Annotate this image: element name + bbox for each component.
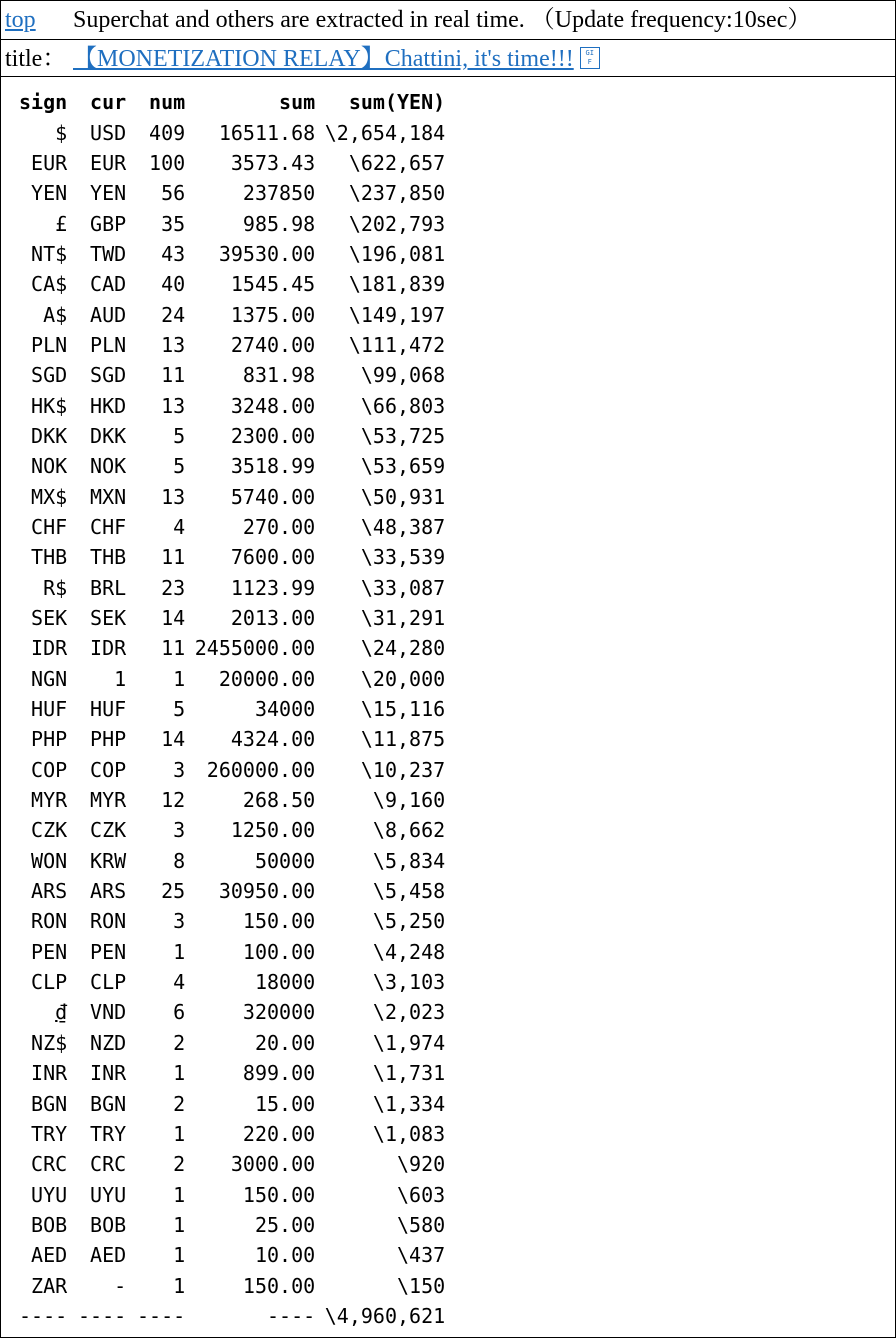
cell-num: 23 [161,575,186,600]
table-row [19,815,445,845]
cell-sign: PEN [31,939,68,964]
cell-num: 4 [173,970,186,995]
cell-sum-yen: \1,974 [372,1030,446,1055]
cell-sign: ₫ [55,1000,68,1025]
cell-sum: 2455000.00 [194,636,316,661]
top-link[interactable]: top [5,7,36,33]
cell-num: 1 [173,1061,186,1086]
cell-sign: AED [31,1243,68,1268]
table-row [19,1088,445,1118]
table-row [19,1058,445,1088]
table-row [19,846,445,876]
cell-num: 11 [161,636,186,661]
header-sum-yen: sum(YEN) [348,90,446,115]
cell-sum-yen: \31,291 [360,606,446,631]
cell-num: 13 [161,484,186,509]
cell-sum-yen: \237,850 [348,181,446,206]
cell-sum-yen: \1,731 [372,1061,446,1086]
cell-sign: INR [31,1061,68,1086]
cell-sum-yen: \196,081 [348,241,446,266]
cell-cur: NZD [90,1030,127,1055]
table-row [19,633,445,663]
cell-cur: NOK [90,454,127,479]
cell-num: 11 [161,363,186,388]
cell-sum-yen: \11,875 [360,727,446,752]
table-body [19,117,445,1300]
cell-sum: 39530.00 [218,241,316,266]
cell-sum-yen: \580 [397,1212,446,1237]
cell-cur: RON [90,909,127,934]
cell-sign: RON [31,909,68,934]
cell-cur: COP [90,757,127,782]
table-row [19,299,445,329]
cell-sum-yen: \181,839 [348,272,446,297]
cell-sign: EUR [31,150,68,175]
cell-sum-yen: \4,248 [372,939,446,964]
cell-cur: INR [90,1061,127,1086]
cell-cur: VND [90,1000,127,1025]
cell-num: 409 [149,120,186,145]
cell-sum: 899.00 [242,1061,316,1086]
cell-sum-yen: \53,659 [360,454,446,479]
cell-sum-yen: \3,103 [372,970,446,995]
cell-cur: MXN [90,484,127,509]
cell-cur: THB [90,545,127,570]
cell-sign: CLP [31,970,68,995]
table-row [19,360,445,390]
cell-sign: ARS [31,879,68,904]
cell-sum: 150.00 [242,909,316,934]
cell-num: 1 [173,939,186,964]
cell-sign: TRY [31,1121,68,1146]
cell-sign: THB [31,545,68,570]
cell-sum: 1375.00 [230,302,316,327]
cell-sum-yen: \150 [397,1273,446,1298]
cell-cur: MYR [90,788,127,813]
table-row [19,451,445,481]
title-bar [1,40,895,77]
cell-sum-yen: \2,654,184 [324,120,446,145]
total-sum: ---- [267,1303,316,1328]
cell-cur: USD [90,120,127,145]
currency-table-container [19,87,445,1331]
table-total-row [19,1301,445,1331]
stream-title-link[interactable] [73,40,600,77]
cell-cur: DKK [90,423,127,448]
cell-num: 5 [173,423,186,448]
cell-sign: MYR [31,788,68,813]
cell-cur: BOB [90,1212,127,1237]
table-row [19,755,445,785]
cell-sum: 20.00 [254,1030,316,1055]
cell-num: 56 [161,181,186,206]
cell-sign: NOK [31,454,68,479]
cell-sum: 15.00 [254,1091,316,1116]
stream-title-text: 【MONETIZATION RELAY】Chattini, it's time!!! [73,46,574,72]
cell-sum-yen: \33,087 [360,575,446,600]
cell-sum-yen: \66,803 [360,393,446,418]
cell-sum: 220.00 [242,1121,316,1146]
cell-sum: 1250.00 [230,818,316,843]
cell-sum: 320000 [242,1000,316,1025]
cell-sum: 1545.45 [230,272,316,297]
cell-sum-yen: \5,458 [372,879,446,904]
cell-sign: WON [31,848,68,873]
table-row [19,573,445,603]
cell-sign: COP [31,757,68,782]
table-row [19,1240,445,1270]
cell-sum: 2013.00 [230,606,316,631]
cell-sign: SGD [31,363,68,388]
cell-cur: CHF [90,514,127,539]
cell-num: 1 [173,1273,186,1298]
cell-num: 14 [161,606,186,631]
cell-sum-yen: \5,250 [372,909,446,934]
cell-num: 43 [161,241,186,266]
table-row [19,967,445,997]
cell-sum: 2740.00 [230,332,316,357]
cell-cur: KRW [90,848,127,873]
cell-num: 14 [161,727,186,752]
cell-sum: 3248.00 [230,393,316,418]
gif-icon: GI F [580,47,600,69]
header-sign: sign [19,90,68,115]
cell-sign: NT$ [31,241,68,266]
table-row [19,512,445,542]
cell-sum: 50000 [254,848,316,873]
cell-sum: 985.98 [242,211,316,236]
table-row [19,148,445,178]
cell-cur: CLP [90,970,127,995]
cell-sum: 30950.00 [218,879,316,904]
cell-sign: DKK [31,423,68,448]
cell-cur: - [114,1273,127,1298]
cell-cur: ARS [90,879,127,904]
cell-sum-yen: \202,793 [348,211,446,236]
cell-sum-yen: \9,160 [372,788,446,813]
table-row [19,694,445,724]
total-cur: ---- [78,1303,127,1328]
cell-num: 12 [161,788,186,813]
header-sum: sum [279,90,316,115]
header-bar [1,1,895,40]
cell-cur: EUR [90,150,127,175]
cell-cur: HKD [90,393,127,418]
table-row [19,390,445,420]
cell-sum-yen: \53,725 [360,423,446,448]
total-num: ---- [137,1303,186,1328]
cell-sign: R$ [43,575,68,600]
cell-sum: 25.00 [254,1212,316,1237]
table-row [19,1179,445,1209]
cell-sign: NGN [31,666,68,691]
cell-sum-yen: \149,197 [348,302,446,327]
cell-sum: 4324.00 [230,727,316,752]
cell-sign: NZ$ [31,1030,68,1055]
cell-sum: 3573.43 [230,150,316,175]
table-row [19,239,445,269]
cell-sign: HUF [31,697,68,722]
cell-sum: 16511.68 [218,120,316,145]
cell-sum: 268.50 [242,788,316,813]
table-row [19,542,445,572]
table-row [19,117,445,147]
cell-cur: UYU [90,1182,127,1207]
cell-sum-yen: \99,068 [360,363,446,388]
cell-sum: 7600.00 [230,545,316,570]
cell-sum-yen: \33,539 [360,545,446,570]
cell-num: 1 [173,1243,186,1268]
cell-num: 2 [173,1030,186,1055]
cell-cur: BRL [90,575,127,600]
cell-num: 11 [161,545,186,570]
cell-cur: PLN [90,332,127,357]
table-row [19,876,445,906]
cell-sign: BGN [31,1091,68,1116]
cell-sum: 10.00 [254,1243,316,1268]
cell-sum-yen: \10,237 [360,757,446,782]
table-header-row [19,87,445,117]
cell-cur: BGN [90,1091,127,1116]
cell-num: 3 [173,818,186,843]
cell-cur: 1 [114,666,127,691]
table-row [19,481,445,511]
cell-sign: $ [55,120,68,145]
table-row [19,1149,445,1179]
cell-num: 1 [173,1182,186,1207]
cell-num: 2 [173,1091,186,1116]
cell-sum-yen: \111,472 [348,332,446,357]
cell-sign: IDR [31,636,68,661]
cell-sum-yen: \437 [397,1243,446,1268]
header-num: num [149,90,186,115]
cell-num: 4 [173,514,186,539]
table-row [19,178,445,208]
cell-sign: YEN [31,181,68,206]
cell-sum-yen: \920 [397,1152,446,1177]
cell-sum: 831.98 [242,363,316,388]
cell-sum-yen: \2,023 [372,1000,446,1025]
cell-sum: 1123.99 [230,575,316,600]
cell-sum-yen: \24,280 [360,636,446,661]
cell-num: 13 [161,332,186,357]
cell-cur: YEN [90,181,127,206]
table-row [19,208,445,238]
table-row [19,1210,445,1240]
cell-sign: CRC [31,1152,68,1177]
cell-sum-yen: \5,834 [372,848,446,873]
cell-sum: 270.00 [242,514,316,539]
header-cur: cur [90,90,127,115]
cell-sum: 18000 [254,970,316,995]
cell-num: 3 [173,909,186,934]
cell-cur: CAD [90,272,127,297]
cell-cur: GBP [90,211,127,236]
update-notice: Superchat and others are extracted in real time. （Update frequency:10sec） [73,7,812,33]
currency-table [19,87,445,1331]
cell-cur: IDR [90,636,127,661]
cell-sum-yen: \1,083 [372,1121,446,1146]
cell-sum: 150.00 [242,1273,316,1298]
cell-sign: ZAR [31,1273,68,1298]
cell-num: 25 [161,879,186,904]
cell-num: 24 [161,302,186,327]
cell-num: 100 [149,150,186,175]
cell-sum: 20000.00 [218,666,316,691]
cell-cur: PHP [90,727,127,752]
table-row [19,937,445,967]
cell-num: 40 [161,272,186,297]
cell-sum-yen: \50,931 [360,484,446,509]
cell-cur: SGD [90,363,127,388]
cell-cur: SEK [90,606,127,631]
table-row [19,1119,445,1149]
cell-sum: 34000 [254,697,316,722]
cell-cur: AUD [90,302,127,327]
table-row [19,421,445,451]
cell-sum-yen: \20,000 [360,666,446,691]
table-row [19,330,445,360]
cell-sum: 3000.00 [230,1152,316,1177]
cell-num: 6 [173,1000,186,1025]
cell-cur: PEN [90,939,127,964]
table-row [19,906,445,936]
table-row [19,724,445,754]
cell-num: 1 [173,1121,186,1146]
cell-sign: PLN [31,332,68,357]
cell-cur: TRY [90,1121,127,1146]
cell-sum-yen: \8,662 [372,818,446,843]
cell-cur: TWD [90,241,127,266]
cell-sign: MX$ [31,484,68,509]
cell-num: 2 [173,1152,186,1177]
cell-sign: CA$ [31,272,68,297]
cell-sum: 2300.00 [230,423,316,448]
cell-cur: CRC [90,1152,127,1177]
cell-num: 3 [173,757,186,782]
cell-num: 8 [173,848,186,873]
cell-cur: HUF [90,697,127,722]
cell-sum-yen: \48,387 [360,514,446,539]
cell-num: 5 [173,454,186,479]
cell-sum: 260000.00 [206,757,316,782]
cell-sum: 5740.00 [230,484,316,509]
title-label: title： [5,46,67,72]
cell-sign: HK$ [31,393,68,418]
table-row [19,664,445,694]
cell-sign: BOB [31,1212,68,1237]
table-row [19,269,445,299]
cell-sum-yen: \15,116 [360,697,446,722]
cell-sign: UYU [31,1182,68,1207]
cell-num: 1 [173,1212,186,1237]
cell-sign: £ [55,211,68,236]
cell-cur: AED [90,1243,127,1268]
table-row [19,1028,445,1058]
cell-sign: PHP [31,727,68,752]
cell-cur: CZK [90,818,127,843]
cell-sign: CZK [31,818,68,843]
cell-sign: SEK [31,606,68,631]
total-sum-yen: \4,960,621 [324,1303,446,1328]
table-row [19,603,445,633]
cell-sum-yen: \622,657 [348,150,446,175]
cell-sum: 150.00 [242,1182,316,1207]
total-sign: ---- [19,1303,68,1328]
table-row [19,1270,445,1300]
cell-sign: CHF [31,514,68,539]
cell-sum-yen: \603 [397,1182,446,1207]
cell-num: 5 [173,697,186,722]
cell-sum: 237850 [242,181,316,206]
cell-num: 13 [161,393,186,418]
cell-num: 35 [161,211,186,236]
cell-sum: 100.00 [242,939,316,964]
cell-sum-yen: \1,334 [372,1091,446,1116]
cell-sign: A$ [43,302,68,327]
table-row [19,997,445,1027]
table-row [19,785,445,815]
cell-num: 1 [173,666,186,691]
cell-sum: 3518.99 [230,454,316,479]
